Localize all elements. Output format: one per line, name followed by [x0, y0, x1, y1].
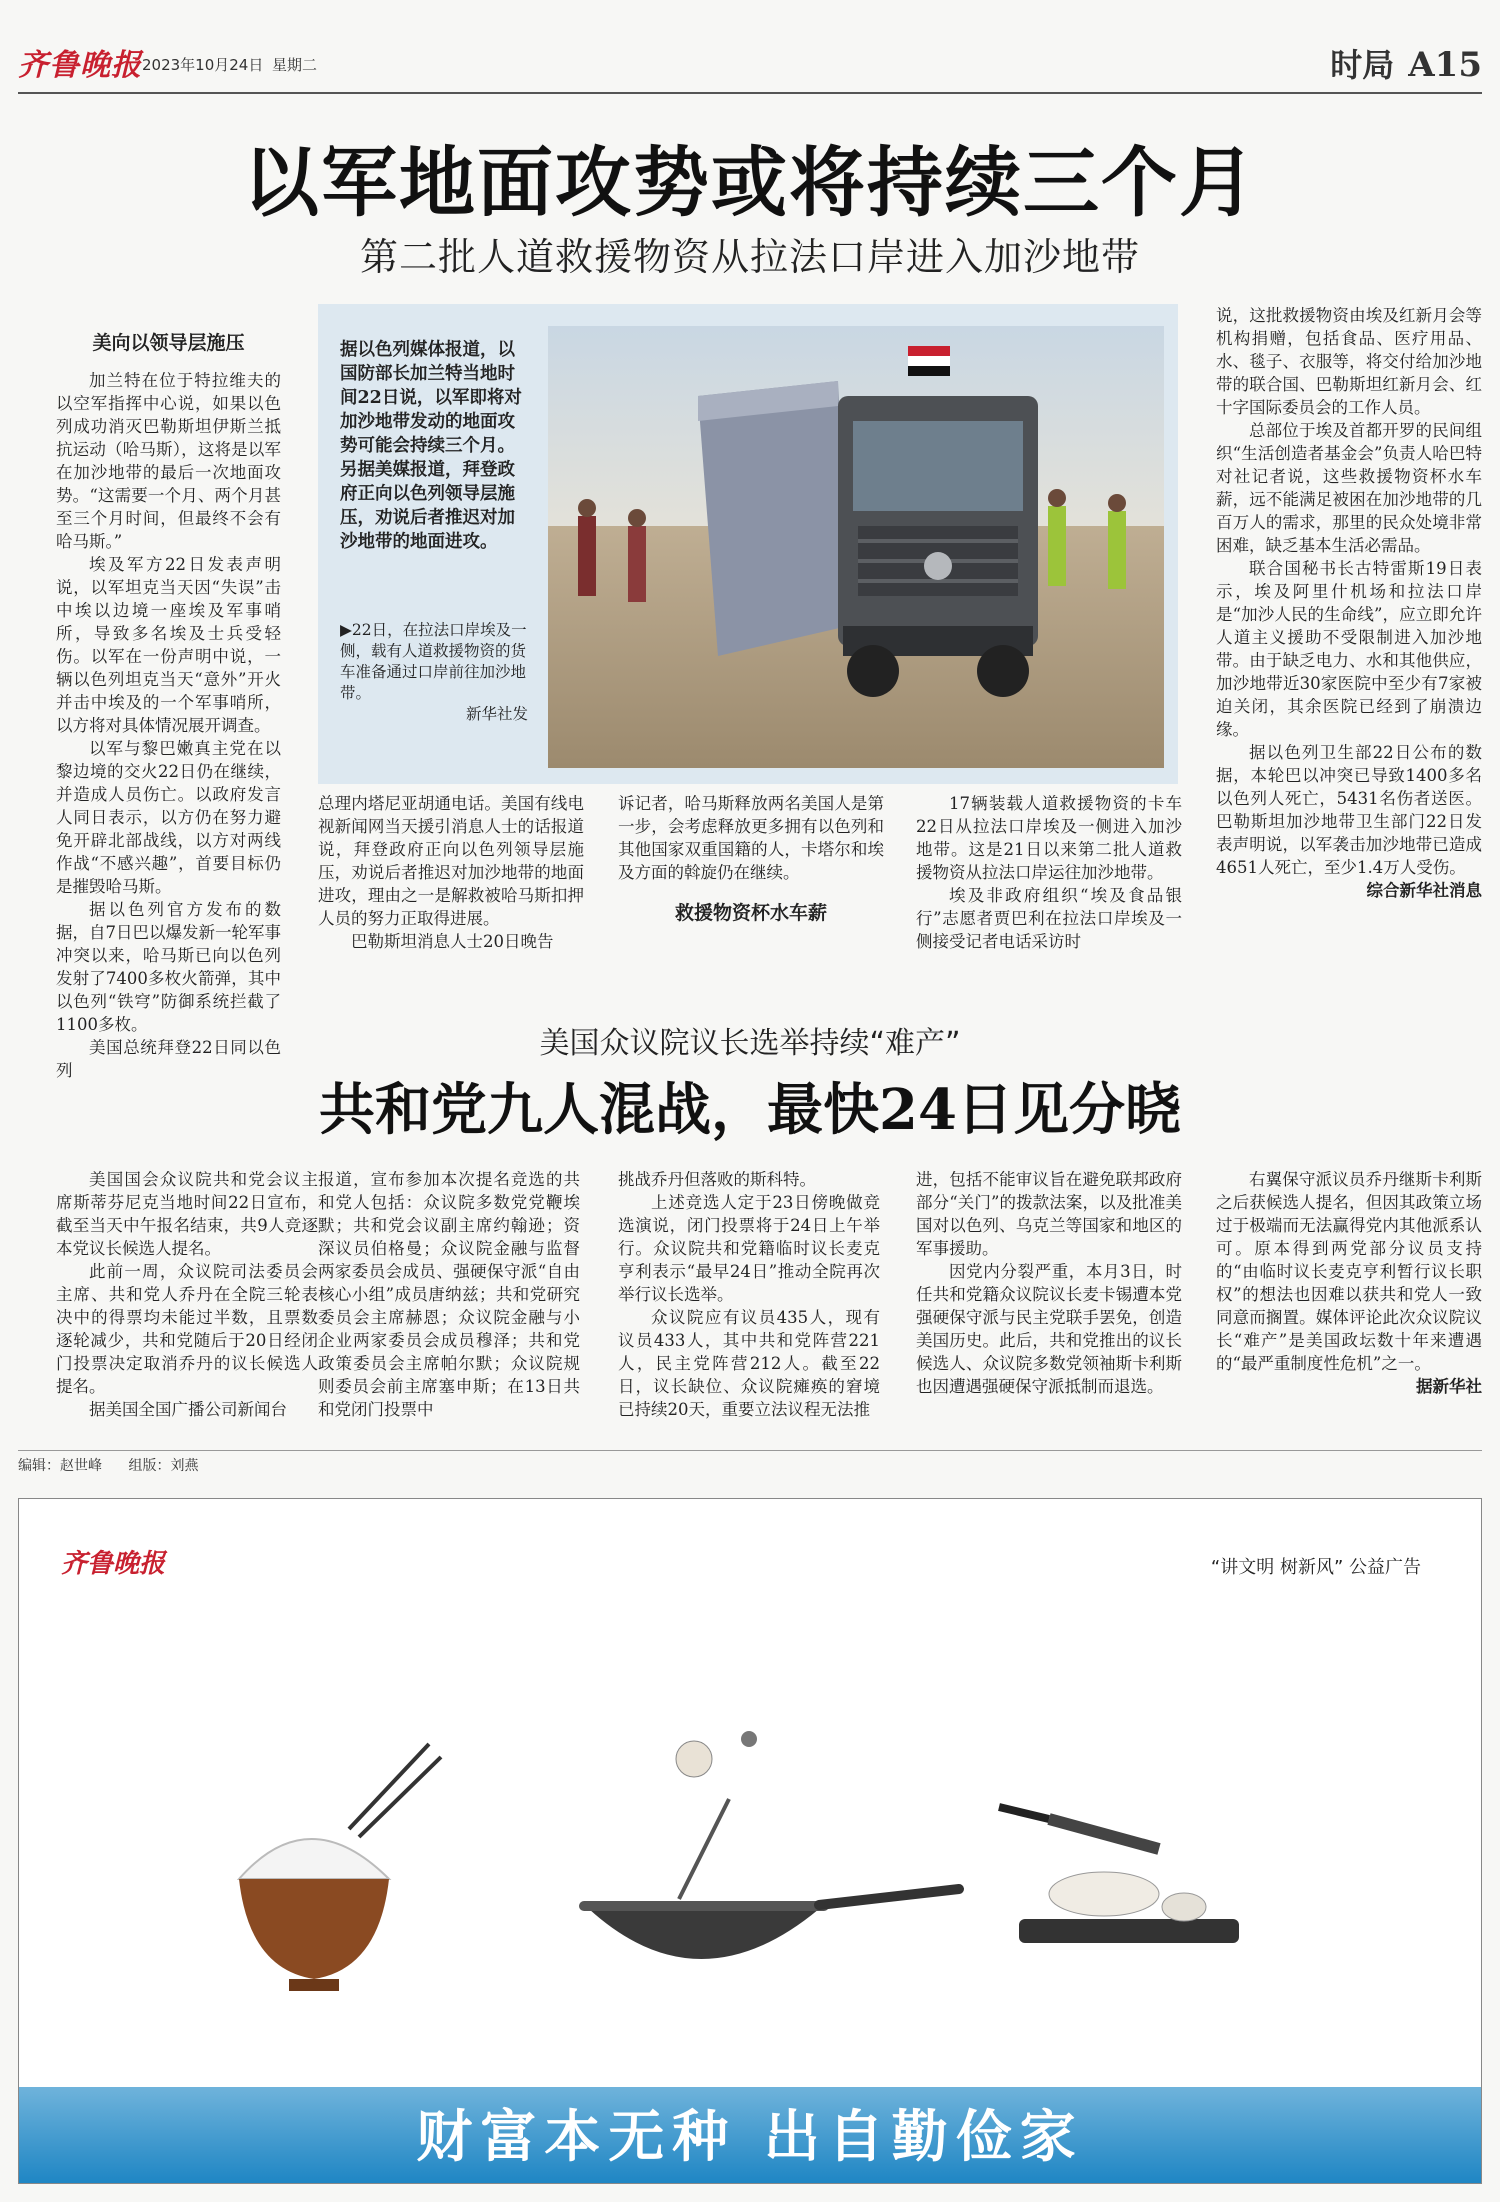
- story2-column-5: [1216, 1168, 1482, 1398]
- paragraph: 进，包括不能审议旨在避免联邦政府部分“关门”的拨款法案，以及批准美国对以色列、乌克兰等国家和地区的军事援助。: [916, 1170, 1182, 1258]
- photo-caption-text: ▶22日，在拉法口岸埃及一侧，载有人道救援物资的货车准备通过口岸前往加沙地带。: [340, 621, 527, 702]
- paragraph: 埃及非政府组织“埃及食品银行”志愿者贾巴利在拉法口岸埃及一侧接受记者电话采访时: [916, 886, 1182, 951]
- story2-column-3: [618, 1168, 880, 1421]
- paragraph: 总理内塔尼亚胡通电话。美国有线电视新闻网当天援引消息人士的话报道说，拜登政府正向以色列领导层施压，劝说后者推迟对加沙地带的地面进攻，理由之一是解救被哈马斯扣押人员的努力正取得进展。: [318, 794, 584, 928]
- footer-rule: [18, 1450, 1482, 1451]
- header-rule: [18, 92, 1482, 94]
- photo-caption: [340, 620, 528, 725]
- story1-column-2: [318, 792, 584, 953]
- section-heading: 救援物资杯水车薪: [674, 902, 827, 924]
- paragraph: 据美国全国广播公司新闻台: [89, 1400, 287, 1419]
- paragraph: 诉记者，哈马斯释放两名美国人是第一步，会考虑释放更多拥有以色列和其他国家双重国籍的人，卡塔尔和埃及方面的斡旋仍在继续。: [618, 794, 884, 882]
- masthead-logo: 齐鲁晚报: [18, 48, 142, 83]
- paragraph: 因党内分裂严重，本月3日，时任共和党籍众议院议长麦卡锡遭本党强硬保守派与民主党联手罢免，创造美国历史。此后，共和党推出的议长候选人、众议院多数党领袖斯卡利斯也因遭遇强硬保守派抵制而退选。: [916, 1262, 1182, 1396]
- second-subhead: 美国众议院议长选举持续“难产”: [539, 1026, 961, 1061]
- aid-truck-photo: [548, 326, 1164, 768]
- rice-bowl-icon: [239, 1744, 441, 1991]
- paragraph: 17辆装载人道救援物资的卡车22日从拉法口岸埃及一侧进入加沙地带。这是21日以来第二批人道救援物资从拉法口岸运往加沙地带。: [916, 794, 1182, 882]
- issue-weekday: 星期二: [272, 56, 318, 74]
- paragraph: 据以色列卫生部22日公布的数据，本轮巴以冲突已导致1400多名以色列人死亡，5431名伤者送医。巴勒斯坦加沙地带卫生部门22日发表声明说，以军袭击加沙地带已造成4651人死亡，至少1.4万人受伤。: [1216, 743, 1482, 877]
- section-name: 时局: [1330, 46, 1395, 84]
- paragraph: 巴勒斯坦消息人士20日晚告: [351, 932, 554, 951]
- story2-column-2: [318, 1168, 580, 1421]
- paragraph: 美国国会众议院共和党会议主席斯蒂芬尼克当地时间22日宣布，截至当天中午报名结束，共9人竞逐本党议长候选人提名。: [56, 1170, 318, 1258]
- public-service-ad: [18, 1498, 1482, 2184]
- news-photo: [548, 326, 1164, 768]
- paragraph: 说，这批救援物资由埃及红新月会等机构捐赠，包括食品、医疗用品、水、毯子、衣服等，将交付给加沙地带的联合国、巴勒斯坦红新月会、红十字国际委员会的工作人员。: [1216, 306, 1482, 417]
- ad-campaign-label: “讲文明 树新风” 公益广告: [1210, 1557, 1421, 1578]
- editor-name: 编辑：赵世峰: [18, 1458, 102, 1474]
- story1-column-1: [56, 322, 281, 1082]
- paragraph: 右翼保守派议员乔丹继斯卡利斯之后获候选人提名，但因其政策立场过于极端而无法赢得党内其他派系认可。原本得到两党部分议员支持的“由临时议长麦克亨利暂行议长职权”的想法也因难以获共和党人一致同意而搁置。媒体评论此次众议院议长“难产”是美国政坛数十年来遭遇的“最严重制度性危机”之一。: [1216, 1170, 1482, 1373]
- paragraph: 美国总统拜登22日同以色列: [56, 1038, 281, 1080]
- paragraph: 联合国秘书长古特雷斯19日表示，埃及阿里什机场和拉法口岸是“加沙人民的生命线”，应立即允许人道主义援助不受限制进入加沙地带。由于缺乏电力、水和其他供应，加沙地带近30家医院中至少有7家被迫关闭，其余医院已经到了崩溃边缘。: [1216, 559, 1482, 739]
- paragraph: 总部位于埃及首都开罗的民间组织“生活创造者基金会”负责人哈巴特对社记者说，这些救援物资杯水车薪，远不能满足被困在加沙地带的几百万人的需求，那里的民众处境非常困难，缺乏基本生活必需品。: [1216, 421, 1482, 555]
- paragraph: 报道，宣布参加本次提名竞选的共和党人包括：众议院多数党党鞭埃默；共和党会议副主席约翰逊；资深议员伯格曼；众议院金融与监督两家委员会成员、强硬保守派“自由核心小组”成员唐纳兹；共和党研究委员会主席赫恩；众议院金融与小企业两家委员会成员穆泽；共和党政策委员会主席帕尔默；众议院规则委员会前主席塞申斯；在13日共和党闭门投票中: [318, 1170, 580, 1419]
- story2-column-4: [916, 1168, 1182, 1398]
- paragraph: 上述竞选人定于23日傍晚做竞选演说，闭门投票将于24日上午举行。众议院共和党籍临时议长麦克亨利表示“最早24日”推动全院再次举行议长选举。: [618, 1193, 880, 1304]
- section-heading: 美向以领导层施压: [92, 332, 245, 354]
- paragraph: 据以色列官方发布的数据，自7日巴以爆发新一轮军事冲突以来，哈马斯已向以色列发射了7400多枚火箭弹，其中以色列“铁穹”防御系统拦截了1100多枚。: [56, 900, 281, 1034]
- byline: 综合新华社消息: [1366, 881, 1482, 900]
- story1-column-5: [1216, 304, 1482, 902]
- designer-name: 组版：刘燕: [128, 1458, 199, 1474]
- story2-column-1: [56, 1168, 318, 1421]
- byline: 据新华社: [1416, 1377, 1482, 1396]
- main-headline: 以军地面攻势或将持续三个月: [243, 138, 1257, 227]
- story1-column-3: [618, 792, 884, 939]
- story1-column-4: [916, 792, 1182, 953]
- main-subhead: 第二批人道救援物资从拉法口岸进入加沙地带: [359, 235, 1140, 279]
- paragraph: 加兰特在位于特拉维夫的以空军指挥中心说，如果以色列成功消灭巴勒斯坦伊斯兰抵抗运动（哈马斯），这将是以军在加沙地带的最后一次地面攻势。“这需要一个月、两个月甚至三个月时间，但最终不会有哈马斯。”: [56, 371, 281, 551]
- paragraph: 众议院应有议员435人，现有议员433人，其中共和党阵营221人，民主党阵营212人。截至22日，议长缺位、众议院瘫痪的窘境已持续20天，重要立法议程无法推: [618, 1308, 880, 1419]
- ad-illustration: [199, 1649, 1299, 2029]
- paragraph: 埃及军方22日发表声明说，以军坦克当天因“失误”击中埃以边境一座埃及军事哨所，导致多名埃及士兵受轻伤。以军在一份声明中说，一辆以色列坦克当天“意外”开火并击中埃及的一个军事哨所，以方将对具体情况展开调查。: [56, 555, 281, 735]
- ad-slogan: 财富本无种 出自勤俭家: [416, 2104, 1084, 2170]
- photo-lead-caption: 据以色列媒体报道，以国防部长加兰特当地时间22日说，以军即将对加沙地带发动的地面攻势可能会持续三个月。另据美媒报道，拜登政府正向以色列领导层施压，劝说后者推迟对加沙地带的地面进攻。: [340, 340, 522, 552]
- page-section-label: [1330, 40, 1482, 86]
- page-number: A15: [1408, 45, 1482, 85]
- ad-masthead-logo: 齐鲁晚报: [61, 1549, 166, 1579]
- paragraph: 挑战乔丹但落败的斯科特。: [618, 1170, 816, 1189]
- cutting-board-icon: [999, 1807, 1239, 1943]
- paragraph: 此前一周，众议院司法委员会主席、共和党人乔丹在全院三轮表决中的得票均未能过半数，且票数逐轮减少，共和党随后于20日经闭门投票决定取消乔丹的议长候选人提名。: [56, 1262, 318, 1396]
- second-headline: 共和党九人混战，最快24日见分晓: [319, 1077, 1181, 1143]
- paragraph: 以军与黎巴嫩真主党在以黎边境的交火22日仍在继续，并造成人员伤亡。以政府发言人同日表示，以方仍在努力避免开辟北部战线，以方对两线作战“不感兴趣”，首要目标仍是摧毁哈马斯。: [56, 739, 281, 896]
- editor-credits: [18, 1455, 220, 1475]
- wok-icon: [579, 1731, 959, 1959]
- photo-credit: 新华社发: [465, 705, 528, 723]
- issue-date: 2023年10月24日: [142, 56, 264, 74]
